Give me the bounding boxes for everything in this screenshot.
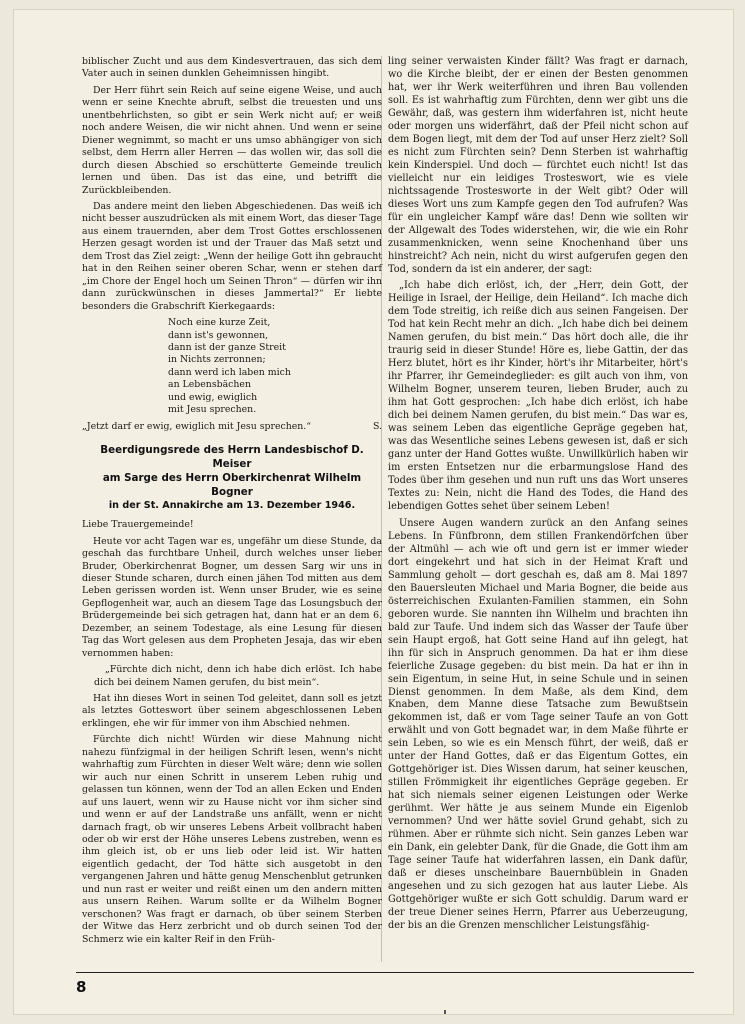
scripture-quote: „Fürchte dich nicht, denn ich habe dich erlöst. Ich habe dich bei deinem Namen gerufen, du bist mein“. [94, 664, 382, 688]
poem-line: dann werd ich laben mich [168, 366, 291, 378]
section-heading [82, 443, 382, 513]
right-column [388, 56, 688, 937]
closing-line [82, 421, 382, 433]
poem-line: dann ist's gewonnen, [168, 329, 269, 341]
poem-line: und ewig, ewiglich [168, 391, 258, 403]
page-number: 8 [76, 978, 87, 996]
paragraph: Fürchte dich nicht! Würden wir diese Mahnung nicht nahezu fünfzigmal in der heiligen Schrift lesen, wenn's nicht wahrhaftig zum Fürchten in dieser Welt wäre; denn wie sollen wir auch nur einen Schritt in unserem Leben ruhig und gelassen tun können, wenn der Tod an allen Ecken und Enden auf uns lauert, wenn wir zu Hause nicht vor ihm sicher sind und wenn er auf der Landstraße uns anfällt, wenn er nicht darnach fragt, ob wir unseres Lebens Arbeit vollbracht haben oder ob wir erst der Höhe unseres Lebens zustreben, wenn es ihm gleich ist, ob er uns lieb oder leid ist. Wir hatten eigentlich gedacht, der Tod hätte sich ausgetobt in den vergangenen Jahren und hätte genug Menschenblut getrunken und nun rast er weiter und reißt einen um den andern mitten aus unsern Reihen. Warum sollte er da Wilhelm Bogner verschonen? Was fragt er darnach, ob über seinem Sterben der Witwe das Herz zerbricht und ob durch seinen Tod der Schmerz wie ein kalter Reif in den Früh- [82, 734, 382, 945]
heading-subline: in der St. Annakirche am 13. Dezember 1946. [108, 500, 356, 512]
paragraph: Hat ihn dieses Wort in seinen Tod geleitet, dann soll es jetzt als letztes Gotteswort über seinem abgeschlossenen Leben erklingen, ehe wir für immer von ihm Abschied nehmen. [82, 693, 382, 729]
heading-line: am Sarge des Herrn Oberkirchenrat Wilhelm Bogner [102, 472, 362, 499]
paragraph: Heute vor acht Tagen war es, ungefähr um diese Stunde, da geschah das furchtbare Unheil, durch welches unser lieber Bruder, Oberkirchenrat Bogner, um dessen Sarg wir uns in dieser Stunde scharen, durch einen jähen Tod mitten aus dem Leben gerissen worden ist. Wenn unser Bruder, wie es seine Gepflogenheit war, auch an diesem Tage das Losungsbuch der Brüdergemeinde bei sich getragen hat, dann hat er an dem 6. Dezember, an seinem Todestage, als eine Lesung für diesen Tag das Wort gelesen aus dem Propheten Jesaja, das wir eben vernommen haben: [82, 535, 382, 659]
author-initial: S. [372, 420, 382, 432]
poem-line: Noch eine kurze Zeit, [168, 317, 271, 329]
heading-line: Beerdigungsrede des Herrn Landesbischof D. Meiser [100, 444, 364, 471]
poem-line: in Nichts zerronnen; [168, 354, 266, 366]
left-column [82, 56, 382, 950]
paragraph: Der Herr führt sein Reich auf seine eigene Weise, und auch wenn er seine Knechte abruft, selbst die treuesten und uns unentbehrlichsten, so gibt er sein Werk nicht auf; er weiß noch andere Weisen, die wir nicht ahnen. Und wenn er seine Diener wegnimmt, so macht er uns umso abhängiger von sich selbst, dem Herrn aller Herren — das wollen wir, das soll die durch diesen Abschied so erschütterte Gemeinde treulich lernen und üben. Das ist das eine, und betrifft die Zurückbleibenden. [82, 84, 382, 196]
poem-line: mit Jesu sprechen. [168, 404, 257, 416]
poem-line: dann ist der ganze Streit [168, 341, 286, 353]
paragraph: ling seiner verwaisten Kinder fällt? Was fragt er darnach, wo die Kirche bleibt, der er einen der Besten genommen hat, wer ihr Werk weiterführen und ihren Bau vollenden soll. Es ist wahrhaftig zum Fürchten, denn wer gibt uns die Gewähr, daß, was gestern ihm widerfahren ist, nicht heute oder morgen uns widerfährt, daß der Pfeil nicht schon auf dem Bogen liegt, mit dem der Tod auf unser Herz zielt? Soll es nicht zum Fürchten sein? Denn Sterben ist wahrhaftig kein Kinderspiel. Und doch — fürchtet euch nicht! Ist das vielleicht nur ein leidiges Trosteswort, wie es viele nichtssagende Trostesworte in der Welt gibt? Oder will dieses Wort uns zum Kampfe gegen den Tod aufrufen? Was für ein ungleicher Kampf wäre das! Denn wie sollten wir der Allgewalt des Todes widerstehen, wir, die wie ein Rohr zusammenknicken, wenn seine Knochenhand über uns hinstreicht? Ach nein, nicht du wirst aufgerufen gegen den Tod, sondern da ist ein anderer, der sagt: [388, 56, 688, 275]
paragraph: Das andere meint den lieben Abgeschiedenen. Das weiß ich nicht besser auszudrücken als mit einem Wort, das dieser Tage aus einem trauernden, aber dem Trost Gottes erschlossenen Herzen gesagt worden ist und der Trauer das Maß setzt und dem Trost das Ziel zeigt: „Wenn der heilige Gott ihn gebraucht hat in den Reihen seiner oberen Schar, wenn er stehen darf „im Chore der Engel hoch um Seinen Thron“ — dürfen wir ihn dann zurückwünschen in dieses Jammertal?“ Er liebte besonders die Grabschrift Kierkegaards: [82, 200, 382, 312]
poem [168, 317, 382, 417]
paragraph: biblischer Zucht und aus dem Kindesvertrauen, das sich dem Vater auch in seinen dunklen Geheimnissen hingibt. [82, 56, 382, 80]
paragraph: Unsere Augen wandern zurück an den Anfang seines Lebens. In Fünfbronn, dem stillen Frankendörfchen über der Altmühl — ach wie oft und gern ist er immer wieder dort eingekehrt und hat sich in der Heimat Kraft und Sammlung geholt — dort geschah es, daß am 8. Mai 1897 den Bauersleuten Michael und Maria Bogner, die beide aus österreichischen Exulanten-Familien stammen, ein Sohn geboren wurde. Sie nannten ihn Wilhelm und brachten ihn bald zur Taufe. Und indem sich das Wasser der Taufe über sein Haupt ergoß, hat Gott seine Hand auf ihn gelegt, hat ihn für sich in Anspruch genommen. Da hat er ihm diese feierliche Zusage gegeben: du bist mein. Da hat er ihn in sein Eigentum, in seine Hut, in seine Schule und in seinen Dienst genommen. In dem Maße, als dem Kind, dem Knaben, dem Manne diese Tatsache zum Bewußtsein gekommen ist, daß er vom Tage seiner Taufe an von Gott erwählt und von Gott begnadet war, in dem Maße führte er sein Leben, so wie es ein Mensch führt, der weiß, daß er unter der Hand Gottes, daß er das Eigentum Gottes, ein Gottgehöriger ist. Dies Wissen darum, hat seiner keuschen, stillen Frömmigkeit ihr eigentliches Gepräge gegeben. Er hat sich niemals seiner eigenen Leistungen oder Werke gerühmt. Wer hätte je aus seinem Munde ein Eigenlob vernommen? Und wer hätte soviel Grund gehabt, sich zu rühmen. Aber er rühmte sich nicht. Sein ganzes Leben war ein Dank, ein gelebter Dank, für die Gnade, die Gott ihm am Tage seiner Taufe hat widerfahren lassen, ein Dank dafür, daß er dieses unscheinbare Bauernbüblein in Gnaden angesehen und zu sich gezogen hat aus lauter Liebe. Als Gottgehöriger wußte er sich Gott schuldig. Darum ward er der treue Diener seines Herrn, Pfarrer aus Ueberzeugung, der bis an die Grenzen menschlicher Leistungsfähig- [388, 517, 688, 931]
poem-line: an Lebensbächen [168, 379, 251, 391]
paragraph: „Ich habe dich erlöst, ich, der „Herr, dein Gott, der Heilige in Israel, der Heilige, dein Heiland“. Ich mache dich dem Tode streitig, ich reiße dich aus seinen Fangeisen. Der Tod hat kein Recht mehr an dich. „Ich habe dich bei deinem Namen gerufen, du bist mein.“ Das hört doch alle, die ihr traurig seid in dieser Stunde! Höre es, liebe Gattin, der das Herz blutet, hört es ihr Kinder, hört's ihr Mitarbeiter, hört's ihr Pfarrer, ihr Gemeindeglieder: es gilt auch von ihm, von Wilhelm Bogner, unserem teuren, lieben Bruder, auch zu ihm hat Gott gesprochen: „Ich habe dich erlöst, ich habe dich bei deinem Namen gerufen, du bist mein.“ Das war es, was seinem Leben das eigentliche Gepräge gegeben hat, was das Wesentliche seines Lebens gewesen ist, daß er sich ganz unter der Hand Gottes wußte. Unwillkürlich haben wir im ersten Entsetzen nur die erbarmungslose Hand des Todes über ihm gesehen und nun ruft uns das Wort unseres Textes zu: Nein, nicht die Hand des Todes, die Hand des lebendigen Gottes sehet über seinem Leben! [388, 280, 688, 512]
closing-quote: „Jetzt darf er ewig, ewiglich mit Jesu sprechen.“ [82, 420, 312, 432]
page-sheet [14, 10, 733, 1014]
salutation: Liebe Trauergemeinde! [82, 519, 194, 531]
footer-rule [76, 972, 694, 973]
print-mark [444, 1010, 446, 1014]
